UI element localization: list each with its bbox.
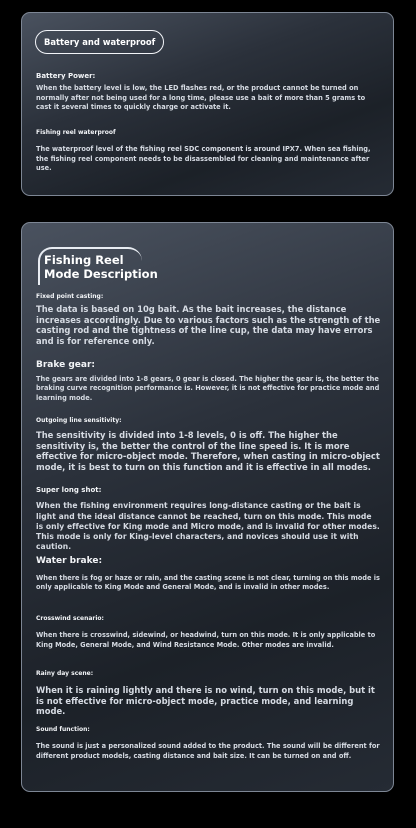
waterproof-heading: Fishing reel waterproof <box>36 129 116 136</box>
sound-function-text: The sound is just a personalized sound added to the product. The sound will be different for different product models, casting distance and bait size. It can be turned on and off. <box>36 742 380 760</box>
rainy-day-section <box>36 670 381 717</box>
waterproof-section <box>36 129 381 174</box>
crosswind-heading: Crosswind scenario: <box>36 615 104 622</box>
super-long-shot-text: When the fishing environment requires long-distance casting or the bait is light and the ideal distance cannot be reached, turn on this mode. This mode is only effective for King mode and Micro mode, and is invalid for other modes. This mode is only for King-level characters, and novices should use it with caution. <box>36 501 380 552</box>
line-sensitivity-heading: Outgoing line sensitivity: <box>36 417 122 424</box>
fixed-point-casting-text: The data is based on 10g bait. As the bait increases, the distance increases accordingly. Due to various factors such as the strength of the casting rod and the tightness of the line cup, the data may have errors and is for reference only. <box>36 304 381 346</box>
super-long-shot-heading: Super long shot: <box>36 486 102 494</box>
rainy-day-heading: Rainy day scene: <box>36 670 94 677</box>
brake-gear-section <box>36 360 381 403</box>
line-sensitivity-section <box>36 417 381 473</box>
brake-gear-heading: Brake gear: <box>36 360 96 370</box>
water-brake-text: When there is fog or haze or rain, and the casting scene is not clear, turning on this mode is only applicable to King Mode and General Mode, and is invalid in other modes. <box>36 573 380 592</box>
battery-power-section <box>36 72 381 113</box>
crosswind-section <box>36 615 381 650</box>
brake-gear-text: The gears are divided into 1-8 gears, 0 gear is closed. The higher the gear is, the better the braking curve recognition performance is. However, it is not effective for practice mode and learning mode. <box>36 374 380 402</box>
battery-power-heading: Battery Power: <box>36 72 96 80</box>
mode-title-line2: Mode Description <box>44 267 158 281</box>
super-long-shot-section <box>36 486 381 552</box>
line-sensitivity-text: The sensitivity is divided into 1-8 levels, 0 is off. The higher the sensitivity is, the better the control of the line speed is. It is more effective for micro-object mode. Therefore, when casting in micro-object mode, it is best to turn on this function and it is effective in all modes. <box>36 430 380 472</box>
mode-description-card <box>21 222 394 792</box>
rainy-day-text: When it is raining lightly and there is no wind, turn on this mode, but it is not effective for micro-object mode, practice mode, and learning mode. <box>36 685 375 717</box>
fixed-point-casting-heading: Fixed point casting: <box>36 293 104 300</box>
mode-title-line1: Fishing Reel <box>44 253 124 267</box>
waterproof-text: The waterproof level of the fishing reel SDC component is around IPX7. When sea fishing, the fishing reel component needs to be disassembled for cleaning and maintenance after use. <box>36 145 371 173</box>
sound-function-section <box>36 726 381 761</box>
sound-function-heading: Sound function: <box>36 726 90 733</box>
crosswind-text: When there is crosswind, sidewind, or headwind, turn on this mode. It is only applicable to King Mode, General Mode, and Wind Resistance Mode. Other modes are invalid. <box>36 631 376 649</box>
battery-power-text: When the battery level is low, the LED flashes red, or the product cannot be turned on normally after not being used for a long time, please use a bait of more than 5 grams to cast it several times to quickly charge or activate it. <box>36 84 366 112</box>
battery-waterproof-badge: Battery and waterproof <box>35 30 164 54</box>
water-brake-heading: Water brake: <box>36 556 103 566</box>
battery-waterproof-card <box>21 12 394 196</box>
fixed-point-casting-section <box>36 293 381 347</box>
water-brake-section <box>36 556 381 593</box>
mode-title-frame <box>38 247 158 285</box>
